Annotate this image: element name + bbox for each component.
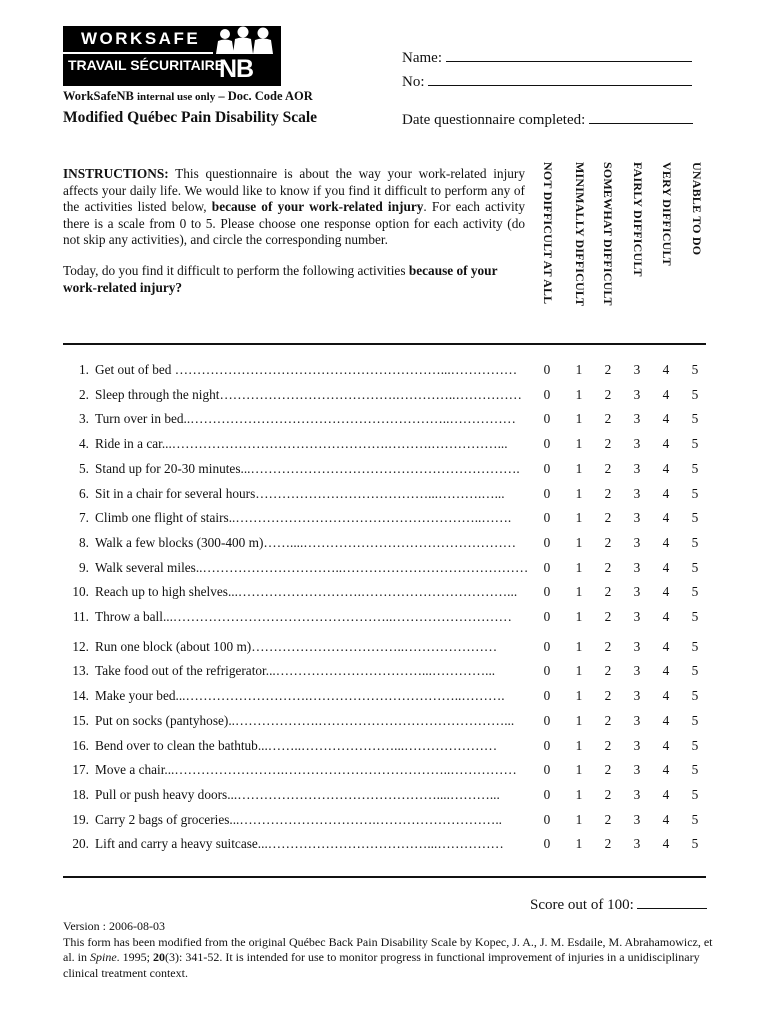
score-option-2[interactable]: 2: [604, 485, 612, 501]
score-option-2[interactable]: 2: [604, 510, 612, 526]
form-title: Modified Québec Pain Disability Scale: [63, 109, 318, 126]
score-option-5[interactable]: 5: [691, 786, 699, 802]
score-option-5[interactable]: 5: [691, 712, 699, 728]
logo-text-worksafe: WORKSAFE: [81, 29, 201, 48]
name-input-line[interactable]: [446, 47, 692, 62]
column-header-2: SOMEWHAT DIFFICULT: [601, 162, 615, 306]
score-option-5[interactable]: 5: [691, 609, 699, 624]
score-option-5[interactable]: 5: [691, 460, 699, 476]
score-option-3[interactable]: 3: [633, 836, 641, 852]
score-option-1[interactable]: 1: [575, 460, 583, 476]
score-option-3[interactable]: 3: [633, 811, 641, 827]
score-option-5[interactable]: 5: [691, 836, 699, 852]
score-option-1[interactable]: 1: [575, 712, 583, 728]
activity-label: Bend over to clean the bathtub...……..…………………...…………………: [95, 737, 498, 753]
activity-number: 3.: [79, 411, 89, 427]
activity-number: 17.: [72, 762, 89, 778]
activity-label: Reach up to high shelves...……………………….……………………………...: [95, 584, 518, 600]
score-option-2[interactable]: 2: [604, 811, 612, 827]
activity-number: 6.: [79, 485, 89, 501]
score-option-1[interactable]: 1: [575, 786, 583, 802]
activity-number: 7.: [79, 510, 89, 526]
score-option-0[interactable]: 0: [543, 436, 551, 452]
logo-divider: [63, 52, 213, 54]
score-option-1[interactable]: 1: [575, 362, 583, 377]
activity-label: Walk a few blocks (300-400 m)……....…………………………………………: [95, 534, 517, 550]
score-option-3[interactable]: 3: [633, 584, 641, 600]
score-option-2[interactable]: 2: [604, 663, 612, 679]
score-option-3[interactable]: 3: [633, 712, 641, 728]
score-option-2[interactable]: 2: [604, 460, 612, 476]
activity-row: [63, 584, 713, 602]
score-option-4[interactable]: 4: [662, 386, 670, 402]
question-prompt: Today, do you find it difficult to perform the following activities because of your work-related injury?: [63, 263, 498, 295]
score-option-0[interactable]: 0: [543, 584, 551, 600]
score-option-0[interactable]: 0: [543, 737, 551, 753]
activity-row: [63, 535, 713, 553]
score-option-4[interactable]: 4: [662, 663, 670, 679]
score-option-0[interactable]: 0: [543, 460, 551, 476]
score-option-0[interactable]: 0: [543, 712, 551, 728]
activity-number: 10.: [72, 584, 89, 600]
activity-row: [63, 510, 713, 528]
score-option-3[interactable]: 3: [633, 485, 641, 501]
score-option-2[interactable]: 2: [604, 688, 612, 704]
score-option-0[interactable]: 0: [543, 411, 551, 427]
score-option-2[interactable]: 2: [604, 436, 612, 452]
score-option-5[interactable]: 5: [691, 534, 699, 550]
score-option-1[interactable]: 1: [575, 559, 583, 575]
activity-label: Run one block (about 100 m)……………………………..…………………: [95, 638, 498, 654]
activity-label: Take food out of the refrigerator...……………………………...…………...: [95, 663, 496, 679]
table-bottom-rule: [63, 876, 706, 878]
score-option-5[interactable]: 5: [691, 559, 699, 575]
activity-row: [63, 762, 713, 780]
score-option-4[interactable]: 4: [662, 836, 670, 852]
activity-row: [63, 688, 713, 706]
score-option-1[interactable]: 1: [575, 534, 583, 550]
score-option-5[interactable]: 5: [691, 762, 699, 778]
score-option-2[interactable]: 2: [604, 609, 612, 624]
score-option-0[interactable]: 0: [543, 811, 551, 827]
score-option-5[interactable]: 5: [691, 485, 699, 501]
activity-row: [63, 436, 713, 454]
activity-row: [63, 486, 713, 504]
version-text: Version : 2006-08-03: [63, 919, 165, 933]
date-input-line[interactable]: [589, 109, 693, 124]
score-option-4[interactable]: 4: [662, 688, 670, 704]
column-header-3: FAIRLY DIFFICULT: [631, 162, 645, 277]
score-option-4[interactable]: 4: [662, 460, 670, 476]
score-option-1[interactable]: 1: [575, 663, 583, 679]
activity-row: [63, 639, 713, 657]
score-option-5[interactable]: 5: [691, 436, 699, 452]
activity-number: 4.: [79, 436, 89, 452]
activity-row: [63, 461, 713, 479]
score-option-3[interactable]: 3: [633, 436, 641, 452]
activity-row: [63, 560, 713, 578]
citation-text: This form has been modified from the original Québec Back Pain Disability Scale by Kopec, J. A., J. M. Esdaile, M. Abrahamowicz, et al. in Spine. 1995; 20(3): 341-52. It is intended for use to monitor progress in functional improvement of injuries in a unidisciplinary clinical treatment context.: [63, 934, 713, 980]
score-option-2[interactable]: 2: [604, 712, 612, 728]
score-option-2[interactable]: 2: [604, 638, 612, 654]
score-option-0[interactable]: 0: [543, 786, 551, 802]
score-option-3[interactable]: 3: [633, 460, 641, 476]
activity-label: Turn over in bed..…………………………………………………..……………: [95, 411, 516, 427]
activity-label: Walk several miles..…………………………..……………………………………: [95, 559, 529, 575]
score-option-5[interactable]: 5: [691, 811, 699, 827]
activity-row: [63, 362, 713, 380]
activity-number: 19.: [72, 811, 89, 827]
activity-number: 9.: [79, 559, 89, 575]
activity-number: 15.: [72, 712, 89, 728]
score-option-0[interactable]: 0: [543, 638, 551, 654]
column-header-5: UNABLE TO DO: [690, 162, 704, 256]
activity-row: [63, 663, 713, 681]
score-option-4[interactable]: 4: [662, 762, 670, 778]
score-option-3[interactable]: 3: [633, 688, 641, 704]
score-option-2[interactable]: 2: [604, 534, 612, 550]
activity-label: Sit in a chair for several hours…………………………………...……….…...: [95, 485, 505, 501]
score-option-3[interactable]: 3: [633, 663, 641, 679]
activity-label: Carry 2 bags of groceries...………………………….………………………..: [95, 811, 502, 827]
activity-row: [63, 609, 713, 627]
score-option-5[interactable]: 5: [691, 737, 699, 753]
score-option-5[interactable]: 5: [691, 411, 699, 427]
score-option-4[interactable]: 4: [662, 737, 670, 753]
activity-label: Lift and carry a heavy suitcase...………………………………...……………: [95, 836, 504, 852]
activity-label: Climb one flight of stairs..………………………………………………..…….: [95, 510, 512, 526]
activity-number: 2.: [79, 386, 89, 402]
activity-number: 14.: [72, 688, 89, 704]
activity-row: [63, 787, 713, 805]
score-option-4[interactable]: 4: [662, 786, 670, 802]
activity-number: 16.: [72, 737, 89, 753]
score-option-1[interactable]: 1: [575, 584, 583, 600]
activity-row: [63, 836, 713, 854]
worksafenb-logo: [63, 26, 281, 86]
score-option-3[interactable]: 3: [633, 609, 641, 624]
score-option-5[interactable]: 5: [691, 386, 699, 402]
score-option-0[interactable]: 0: [543, 559, 551, 575]
score-option-2[interactable]: 2: [604, 762, 612, 778]
score-option-2[interactable]: 2: [604, 362, 612, 377]
score-option-1[interactable]: 1: [575, 811, 583, 827]
score-option-3[interactable]: 3: [633, 786, 641, 802]
score-option-0[interactable]: 0: [543, 762, 551, 778]
score-option-3[interactable]: 3: [633, 386, 641, 402]
footer-note: [63, 919, 713, 981]
score-option-2[interactable]: 2: [604, 559, 612, 575]
score-total-input-line[interactable]: [637, 894, 707, 909]
score-option-4[interactable]: 4: [662, 534, 670, 550]
score-option-4[interactable]: 4: [662, 811, 670, 827]
score-option-0[interactable]: 0: [543, 836, 551, 852]
activity-label: Stand up for 20-30 minutes...…………………………………………………….: [95, 460, 520, 476]
number-label: No:: [402, 74, 425, 90]
activity-row: [63, 411, 713, 429]
number-field[interactable]: [402, 71, 692, 91]
activity-number: 13.: [72, 663, 89, 679]
score-option-4[interactable]: 4: [662, 638, 670, 654]
activity-label: Get out of bed ……………………………………………………...……………: [95, 362, 518, 377]
score-total-field[interactable]: [530, 894, 707, 914]
logo-text-travail: TRAVAIL SÉCURITAIRE: [68, 57, 225, 73]
score-option-0[interactable]: 0: [543, 510, 551, 526]
activity-label: Move a chair...…………………….………………………………..……………: [95, 762, 517, 778]
score-option-0[interactable]: 0: [543, 609, 551, 624]
activity-label: Sleep through the night………………………………….…………..……………: [95, 386, 522, 402]
score-option-2[interactable]: 2: [604, 836, 612, 852]
activity-label: Throw a ball...…………………………………………..………………………: [95, 609, 512, 624]
activity-label: Make your bed...……………………….……………………………..……….: [95, 688, 505, 704]
score-option-4[interactable]: 4: [662, 510, 670, 526]
score-option-1[interactable]: 1: [575, 609, 583, 624]
activity-number: 12.: [72, 638, 89, 654]
name-label: Name:: [402, 50, 442, 66]
activity-row: [63, 713, 713, 731]
score-option-3[interactable]: 3: [633, 534, 641, 550]
score-option-1[interactable]: 1: [575, 638, 583, 654]
activity-row: [63, 738, 713, 756]
internal-use-note: WorkSafeNB internal use only – Doc. Code AOR: [63, 89, 313, 103]
score-option-1[interactable]: 1: [575, 386, 583, 402]
score-option-5[interactable]: 5: [691, 638, 699, 654]
score-option-3[interactable]: 3: [633, 362, 641, 377]
score-option-1[interactable]: 1: [575, 688, 583, 704]
score-option-4[interactable]: 4: [662, 485, 670, 501]
score-option-4[interactable]: 4: [662, 712, 670, 728]
score-option-4[interactable]: 4: [662, 559, 670, 575]
score-option-4[interactable]: 4: [662, 609, 670, 624]
column-header-4: VERY DIFFICULT: [660, 162, 674, 266]
score-option-4[interactable]: 4: [662, 584, 670, 600]
score-option-3[interactable]: 3: [633, 411, 641, 427]
score-option-1[interactable]: 1: [575, 737, 583, 753]
score-option-4[interactable]: 4: [662, 411, 670, 427]
score-option-2[interactable]: 2: [604, 584, 612, 600]
column-header-1: MINIMALLY DIFFICULT: [573, 162, 587, 307]
score-option-0[interactable]: 0: [543, 688, 551, 704]
score-option-1[interactable]: 1: [575, 510, 583, 526]
score-option-0[interactable]: 0: [543, 362, 551, 377]
score-option-1[interactable]: 1: [575, 411, 583, 427]
score-option-3[interactable]: 3: [633, 762, 641, 778]
number-input-line[interactable]: [428, 71, 692, 86]
activity-label: Put on socks (pantyhose)..……………….……………………………………...: [95, 712, 515, 728]
score-option-2[interactable]: 2: [604, 786, 612, 802]
score-option-0[interactable]: 0: [543, 386, 551, 402]
table-top-rule: [63, 343, 706, 345]
score-option-1[interactable]: 1: [575, 485, 583, 501]
activity-number: 20.: [72, 836, 89, 852]
score-option-2[interactable]: 2: [604, 737, 612, 753]
activity-number: 11.: [72, 609, 89, 624]
score-option-0[interactable]: 0: [543, 485, 551, 501]
activity-number: 5.: [79, 460, 89, 476]
score-option-3[interactable]: 3: [633, 510, 641, 526]
score-option-3[interactable]: 3: [633, 638, 641, 654]
score-option-3[interactable]: 3: [633, 737, 641, 753]
score-option-2[interactable]: 2: [604, 386, 612, 402]
score-option-2[interactable]: 2: [604, 411, 612, 427]
activity-number: 18.: [72, 786, 89, 802]
score-option-5[interactable]: 5: [691, 510, 699, 526]
score-option-5[interactable]: 5: [691, 362, 699, 377]
score-option-1[interactable]: 1: [575, 762, 583, 778]
activity-label: Pull or push heavy doors...………………………………………....………...: [95, 786, 500, 802]
score-total-label: Score out of 100:: [530, 897, 634, 913]
score-option-3[interactable]: 3: [633, 559, 641, 575]
score-option-5[interactable]: 5: [691, 688, 699, 704]
logo-text-nb: NB: [219, 55, 254, 83]
activity-number: 8.: [79, 534, 89, 550]
score-option-0[interactable]: 0: [543, 663, 551, 679]
instructions-text: INSTRUCTIONS: This questionnaire is about the way your work-related injury affects your daily life. We would like to know if you find it difficult to perform any of the activities listed below, because of your work-related injury. For each activity there is a scale from 0 to 5. Please choose one response option for each activity (do not skip any activities), and circle the corresponding number.: [63, 166, 525, 248]
date-label: Date questionnaire completed:: [402, 112, 586, 128]
name-field[interactable]: [402, 47, 692, 67]
activity-row: [63, 812, 713, 830]
column-header-0: NOT DIFFICULT AT ALL: [541, 162, 555, 305]
score-option-0[interactable]: 0: [543, 534, 551, 550]
score-option-4[interactable]: 4: [662, 436, 670, 452]
score-option-1[interactable]: 1: [575, 836, 583, 852]
score-option-4[interactable]: 4: [662, 362, 670, 377]
score-option-5[interactable]: 5: [691, 584, 699, 600]
activity-number: 1.: [79, 362, 89, 377]
activity-label: Ride in a car...………………………………………….……….……………...: [95, 436, 508, 452]
score-option-5[interactable]: 5: [691, 663, 699, 679]
date-field[interactable]: [402, 109, 693, 129]
score-option-1[interactable]: 1: [575, 436, 583, 452]
activity-row: [63, 387, 713, 405]
